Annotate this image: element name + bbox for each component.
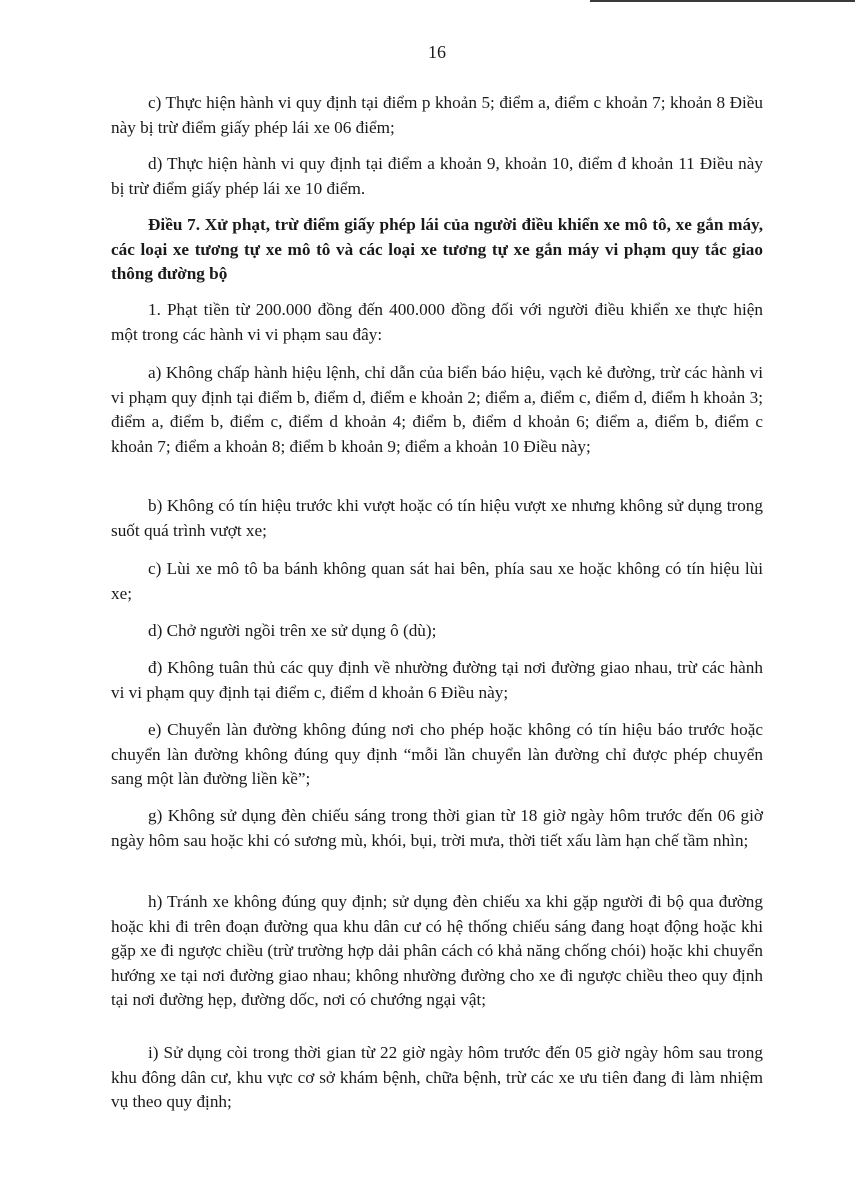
paragraph-clause-1-point-a: a) Không chấp hành hiệu lệnh, chỉ dẫn của biển báo hiệu, vạch kẻ đường, trừ các hành vi vi phạm quy định tại điểm b, điểm d, điểm e khoản 2; điểm a, điểm c, điểm d, điểm h khoản 3; điểm a, điểm b, điểm c, điểm d khoản 4; điểm b, điểm d khoản 6; điểm a, điểm b, điểm c khoản 7; điểm a khoản 8; điểm b khoản 9; điểm a khoản 10 Điều này; [111,363,763,456]
paragraph-clause-1: 1. Phạt tiền từ 200.000 đồng đến 400.000 đồng đối với người điều khiển xe thực hiện một trong các hành vi vi phạm sau đây: [111,300,763,344]
top-edge-rule [590,0,855,2]
paragraph-point-c-06-points: c) Thực hiện hành vi quy định tại điểm p khoản 5; điểm a, điểm c khoản 7; khoản 8 Điều này bị trừ điểm giấy phép lái xe 06 điểm; [111,93,763,137]
page-number: 16 [428,42,446,62]
paragraph-clause-1-point-dd: đ) Không tuân thủ các quy định về nhường đường tại nơi đường giao nhau, trừ các hành vi vi phạm quy định tại điểm c, điểm d khoản 6 Điều này; [111,658,763,702]
paragraph-clause-1-point-e: e) Chuyển làn đường không đúng nơi cho phép hoặc không có tín hiệu báo trước hoặc chuyển làn đường không đúng quy định “mỗi lần chuyển làn đường chỉ được phép chuyển sang một làn đường liền kề”; [111,720,763,788]
paragraph-clause-1-point-d: d) Chở người ngồi trên xe sử dụng ô (dù); [148,621,437,640]
paragraph-clause-1-point-h: h) Tránh xe không đúng quy định; sử dụng đèn chiếu xa khi gặp người đi bộ qua đường hoặc khi đi trên đoạn đường qua khu dân cư có hệ thống chiếu sáng đang hoạt động hoặc khi gặp xe đi ngược chiều (trừ trường hợp dải phân cách có khả năng chống chói) hoặc khi chuyển hướng xe tại nơi đường giao nhau; không nhường đường cho xe đi ngược chiều theo quy định tại nơi đường hẹp, đường dốc, nơi có chướng ngại vật; [111,892,763,1009]
paragraph-clause-1-point-i: i) Sử dụng còi trong thời gian từ 22 giờ ngày hôm trước đến 05 giờ ngày hôm sau trong khu đông dân cư, khu vực cơ sở khám bệnh, chữa bệnh, trừ các xe ưu tiên đang đi làm nhiệm vụ theo quy định; [111,1043,763,1111]
article-7-heading: Điều 7. Xử phạt, trừ điểm giấy phép lái của người điều khiển xe mô tô, xe gắn máy, các loại xe tương tự xe mô tô và các loại xe tương tự xe gắn máy vi phạm quy tắc giao thông đường bộ [111,215,763,283]
paragraph-point-d-10-points: d) Thực hiện hành vi quy định tại điểm a khoản 9, khoản 10, điểm đ khoản 11 Điều này bị trừ điểm giấy phép lái xe 10 điểm. [111,154,763,198]
paragraph-clause-1-point-c: c) Lùi xe mô tô ba bánh không quan sát hai bên, phía sau xe hoặc không có tín hiệu lùi xe; [111,559,763,603]
paragraph-clause-1-point-g: g) Không sử dụng đèn chiếu sáng trong thời gian từ 18 giờ ngày hôm trước đến 06 giờ ngày hôm sau hoặc khi có sương mù, khói, bụi, trời mưa, thời tiết xấu làm hạn chế tầm nhìn; [111,806,763,850]
paragraph-clause-1-point-b: b) Không có tín hiệu trước khi vượt hoặc có tín hiệu vượt xe nhưng không sử dụng trong suốt quá trình vượt xe; [111,496,763,540]
